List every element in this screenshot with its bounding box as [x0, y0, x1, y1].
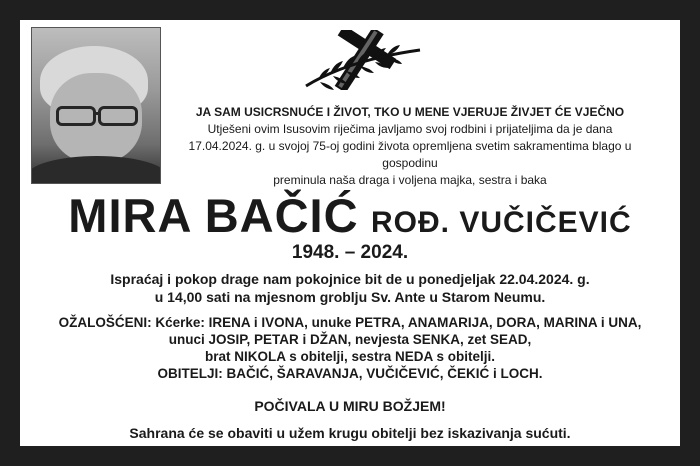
- verse-line-3: 17.04.2024. g. u svojoj 75-oj godini života opremljena svetim sakramentima blago u gospodinu: [188, 139, 632, 170]
- verse-line-1: JA SAM USICRSNUĆE I ŽIVOT, TKO U MENE VJERUJE ŽIVJET ĆE VJEČNO: [195, 105, 625, 119]
- mourners-line-1: OŽALOŠĆENI: Kćerke: IRENA i IVONA, unuke PETRA, ANAMARIJA, DORA, MARINA i UNA,: [58, 315, 642, 330]
- maiden-name: ROĐ. VUČIČEVIĆ: [370, 206, 632, 239]
- mourners-list: [20, 314, 680, 382]
- cross-with-palm-icon: [298, 30, 424, 90]
- bible-verse-block: [170, 104, 650, 189]
- mourners-line-4: OBITELJI: BAČIĆ, ŠARAVANJA, VUČIČEVIĆ, ČEKIĆ i LOCH.: [157, 366, 543, 381]
- deceased-name-row: [20, 188, 680, 243]
- funeral-line-2: u 14,00 sati na mjesnom groblju Sv. Ante u Starom Neumu.: [154, 289, 546, 305]
- mourners-line-3: brat NIKOLA s obitelji, sestra NEDA s obitelji.: [204, 349, 496, 364]
- verse-line-2: Utješeni ovim Isusovim riječima javljamo svoj rodbini i prijateljima da je dana: [207, 122, 613, 136]
- closing-note: Sahrana će se obaviti u užem krugu obitelji bez iskazivanja sućuti.: [129, 425, 571, 441]
- rest-in-peace: POČIVALA U MIRU BOŽJEM!: [254, 398, 446, 414]
- life-years: 1948. – 2024.: [291, 242, 409, 263]
- funeral-line-1: Ispraćaj i pokop drage nam pokojnice bit de u ponedjeljak 22.04.2024. g.: [110, 271, 590, 287]
- obituary-notice: [20, 20, 680, 446]
- deceased-name: MIRA BAČIĆ: [68, 189, 359, 242]
- verse-line-4: preminula naša draga i voljena majka, sestra i baka: [273, 173, 547, 187]
- mourners-line-2: unuci JOSIP, PETAR i DŽAN, nevjesta SENKA, zet SEAD,: [168, 332, 532, 347]
- funeral-details: [20, 270, 680, 306]
- portrait-photo: [31, 27, 161, 184]
